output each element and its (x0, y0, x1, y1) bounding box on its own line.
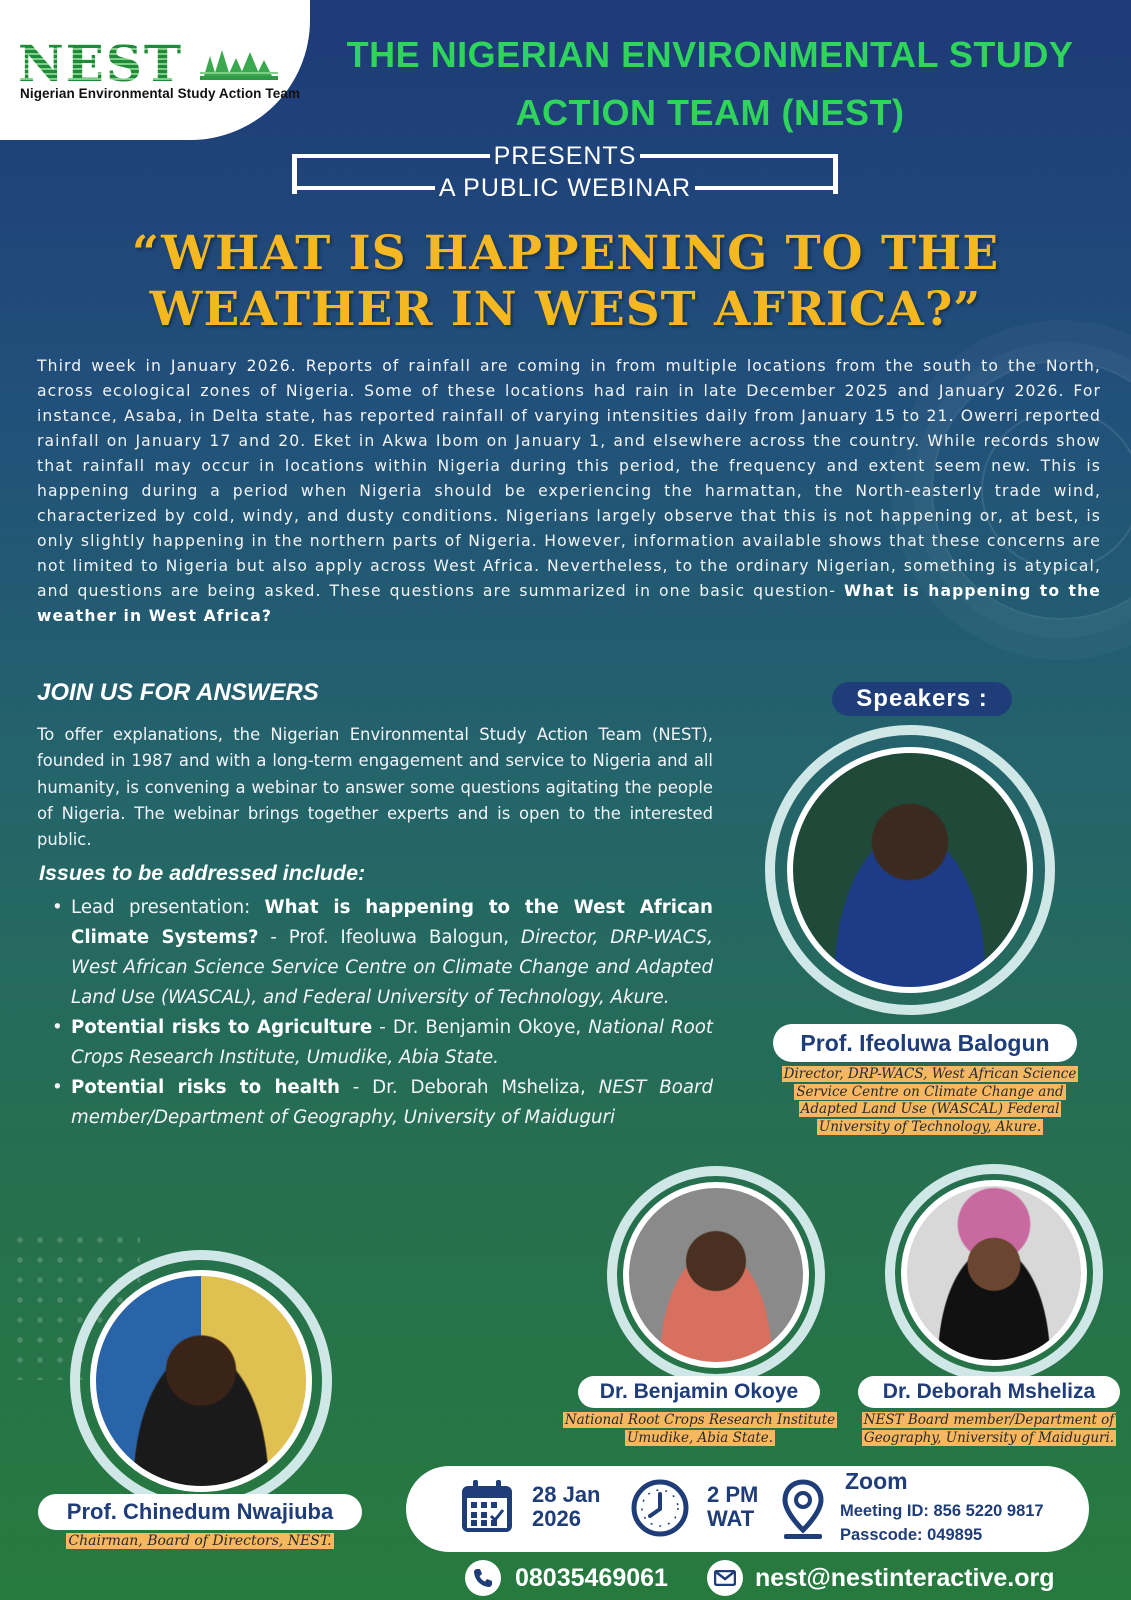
list-item (52, 1013, 713, 1073)
logo-subtitle: Nigerian Environmental Study Action Team (20, 86, 301, 101)
issue-prefix: Lead presentation: (71, 897, 265, 918)
event-platform: Zoom (845, 1468, 908, 1494)
divider-line (640, 154, 838, 158)
speaker-role (560, 1412, 840, 1447)
issue-speaker: - Dr. Benjamin Okoye, (372, 1017, 589, 1038)
calendar-icon (459, 1478, 515, 1536)
issue-affiliation: NEST Board member/Department of Geography, University of Maiduguri (71, 1077, 713, 1128)
list-item (52, 1073, 713, 1133)
issues-list (52, 893, 713, 1133)
webinar-row (292, 172, 838, 204)
issue-topic: What is happening to the West African Climate Systems? (71, 897, 713, 948)
divider-line (292, 186, 435, 190)
event-time-hour: 2 PM (707, 1482, 759, 1507)
webinar-headline: “WHAT IS HAPPENING TO THE WEATHER IN WEST AFRICA?” (131, 226, 1000, 337)
speaker-role (40, 1532, 360, 1550)
intro-question: What is happening to the weather in West Africa? (37, 582, 1101, 625)
speaker-name: Prof. Ifeoluwa Balogun (773, 1024, 1077, 1062)
speaker-name: Prof. Chinedum Nwajiuba (38, 1494, 362, 1530)
issue-speaker: - Dr. Deborah Msheliza, (339, 1077, 599, 1098)
join-heading: JOIN US FOR ANSWERS (37, 679, 319, 706)
speaker-role-text: Chairman, Board of Directors, NEST. (68, 1533, 332, 1549)
clock-icon (630, 1478, 690, 1538)
location-pin-icon (780, 1478, 826, 1540)
divider-line (695, 186, 838, 190)
speaker-role (855, 1412, 1123, 1447)
list-item (52, 893, 713, 1013)
event-date-year: 2026 (532, 1506, 581, 1531)
meeting-id: Meeting ID: 856 5220 9817 (840, 1502, 1044, 1520)
speaker-role-text: Director, DRP-WACS, West African Science Service Centre on Climate Change and Adapted Land Use (WASCAL) Federal University of Technology, Akure. (783, 1066, 1077, 1135)
intro-paragraph (37, 354, 1101, 629)
join-paragraph: To offer explanations, the Nigerian Environmental Study Action Team (NEST), founded in 1987 and with a long-term engagement and service to Nigeria and all humanity, is convening a webinar to answer some questions agitating the people of Nigeria. The webinar brings together experts and is open to the interested public. (37, 725, 713, 850)
speaker-role-text: NEST Board member/Department of Geography, University of Maiduguri. (863, 1412, 1115, 1446)
issues-heading: Issues to be addressed include: (39, 861, 366, 885)
presents-row (292, 140, 838, 172)
envelope-icon (707, 1560, 743, 1596)
phone-number: 08035469061 (515, 1563, 668, 1592)
speaker-role (780, 1066, 1080, 1136)
issue-speaker: - Prof. Ifeoluwa Balogun, (258, 927, 521, 948)
speaker-name: Dr. Deborah Msheliza (858, 1376, 1120, 1408)
contact-email[interactable] (707, 1560, 1054, 1596)
speaker-photo-balogun (787, 747, 1033, 993)
org-title: THE NIGERIAN ENVIRONMENTAL STUDY ACTION TEAM (NEST) (346, 34, 1074, 133)
webinar-label: A PUBLIC WEBINAR (438, 174, 692, 202)
event-time (707, 1483, 758, 1531)
phone-icon (465, 1560, 501, 1596)
issue-affiliation: National Root Crops Research Institute, Umudike, Abia State. (71, 1017, 714, 1068)
speaker-photo-okoye (623, 1182, 809, 1368)
speaker-name: Dr. Benjamin Okoye (578, 1376, 820, 1408)
speakers-label: Speakers : (832, 682, 1012, 716)
event-date (532, 1483, 601, 1531)
speaker-photo-nwajiuba (90, 1270, 312, 1492)
divider-line (292, 154, 490, 158)
issue-topic: Potential risks to Agriculture (71, 1017, 373, 1038)
intro-body: Third week in January 2026. Reports of rainfall are coming in from multiple locations from the south to the North, across ecological zones of Nigeria. Some of these locations had rain in late December 2025 and January 2026. For instance, Asaba, in Delta state, has reported rainfall of varying intensities daily from January 15 to 21. Owerri reported rainfall on January 17 and 20. Eket in Akwa Ibom on January 1, and elsewhere across the country. While records show that rainfall may occur in locations within Nigeria during this period, the frequency and extent seem new. This is happening during a period when Nigeria should be experiencing the harmattan, the North-easterly trade wind, characterized by cold, windy, and dusty conditions. Nigerians largely observe that this is not happening or, at best, is only slightly happening in the northern parts of Nigeria. However, information available shows that these concerns are not limited to Nigeria but also apply across West Africa. Nevertheless, to the ordinary Nigerian, something is atypical, and questions are being asked. These questions are summarized in one basic question- (37, 357, 1101, 600)
presents-label: PRESENTS (493, 142, 637, 170)
issue-topic: Potential risks to health (71, 1077, 340, 1098)
meeting-passcode: Passcode: 049895 (840, 1526, 983, 1544)
trees-icon (200, 48, 278, 82)
speaker-role-text: National Root Crops Research Institute Umudike, Abia State. (564, 1412, 836, 1446)
logo-wordmark: NEST (18, 34, 184, 93)
speaker-photo-msheliza (901, 1180, 1087, 1366)
email-address: nest@nestinteractive.org (755, 1563, 1055, 1592)
issue-affiliation: Director, DRP-WACS, West African Science Service Centre on Climate Change and Adapted Land Use (WASCAL), and Federal University of Technology, Akure. (71, 927, 713, 1008)
contact-phone[interactable] (465, 1560, 668, 1596)
event-date-day: 28 Jan (532, 1482, 601, 1507)
event-time-zone: WAT (707, 1506, 755, 1531)
